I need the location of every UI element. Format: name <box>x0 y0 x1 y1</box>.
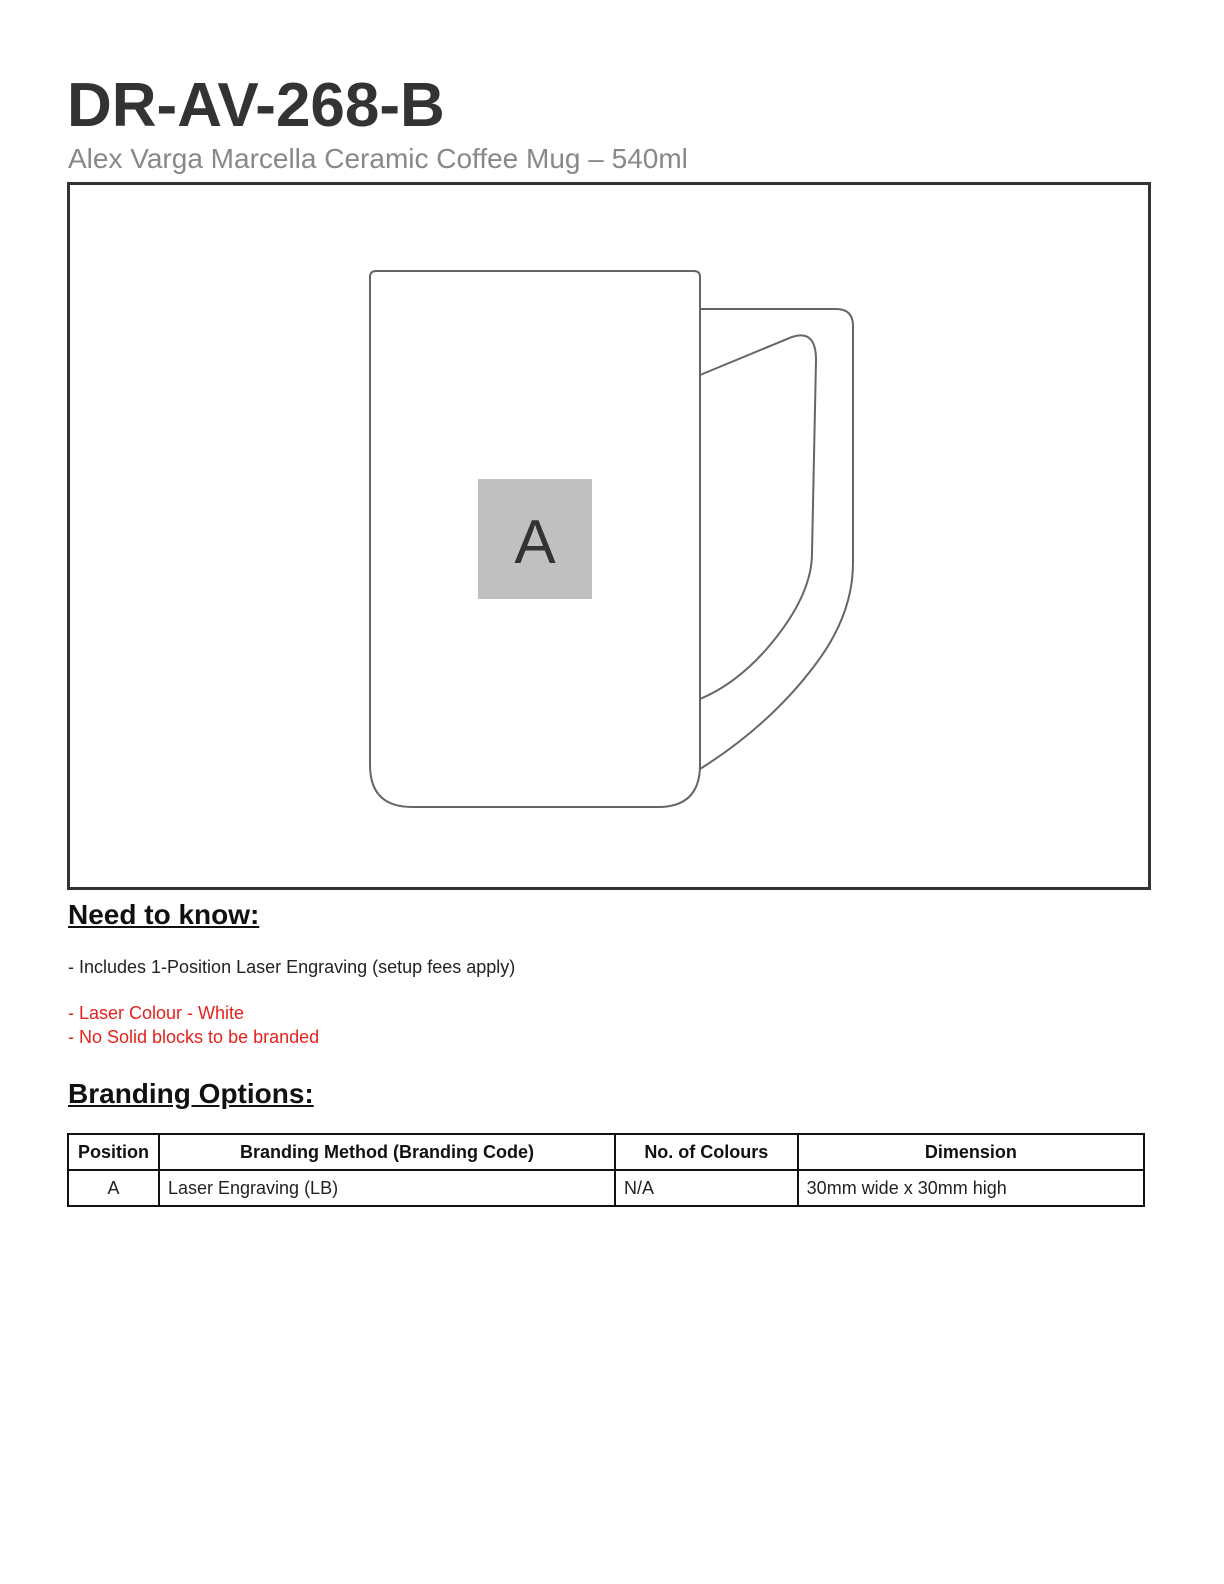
table-header-row <box>68 1134 1144 1170</box>
branding-position-label: A <box>514 508 556 577</box>
note-setup-fees: - Includes 1-Position Laser Engraving (setup fees apply) <box>68 957 516 977</box>
product-name: Alex Varga Marcella Ceramic Coffee Mug – 540ml <box>68 143 688 174</box>
column-header-dimension: Dimension <box>798 1134 1144 1170</box>
column-header-position: Position <box>68 1134 159 1170</box>
cell-branding-method: Laser Engraving (LB) <box>159 1170 615 1206</box>
note-no-solid-blocks: - No Solid blocks to be branded <box>68 1027 320 1047</box>
cell-dimension: 30mm wide x 30mm high <box>798 1170 1144 1206</box>
column-header-branding-method: Branding Method (Branding Code) <box>159 1134 615 1170</box>
mug-handle-inner <box>700 335 816 699</box>
branding-options-heading: Branding Options: <box>68 1078 314 1109</box>
cell-colours: N/A <box>615 1170 798 1206</box>
table-row <box>68 1170 1144 1206</box>
mug-handle-outer <box>700 309 853 769</box>
mug-illustration <box>70 185 1148 887</box>
column-header-colours: No. of Colours <box>615 1134 798 1170</box>
need-to-know-heading: Need to know: <box>68 899 260 930</box>
note-laser-colour: - Laser Colour - White <box>68 1003 245 1023</box>
product-code: DR-AV-268-B <box>67 71 445 140</box>
branding-options-table <box>67 1133 1145 1207</box>
product-image-frame <box>67 182 1151 890</box>
cell-position: A <box>68 1170 159 1206</box>
